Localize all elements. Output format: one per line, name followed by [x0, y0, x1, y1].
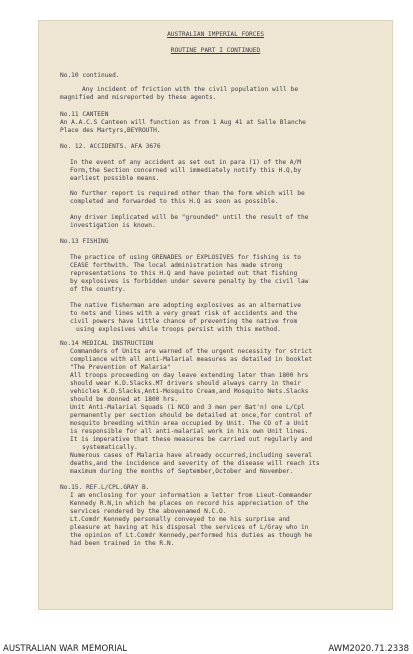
text-line: civil powers have little chance of preventing the native from: [70, 318, 298, 325]
text-line: The native fisherman are adopting explosives as an alternative: [70, 302, 301, 309]
text-line: "The Prevention of Malaria": [70, 364, 171, 371]
text-line: should wear K.D.Slacks.MT drivers should always carry in their: [70, 380, 301, 387]
text-line: It is imperative that these measures be carried out regularly and: [70, 436, 313, 443]
text-line: compliance with all anti-Malarial measures as detailed in booklet: [70, 356, 313, 363]
text-line: services rendered by the abovenamed N.C.O.: [70, 508, 227, 515]
text-line: maximum during the months of September,October and November.: [70, 468, 294, 475]
text-line: Commanders of Units are warned of the urgent necessity for strict: [70, 348, 313, 355]
section-header: No.11 CANTEEN: [60, 111, 109, 118]
document-subheading: ROUTINE PART I CONTINUED: [170, 47, 261, 54]
text-line: systematically.: [82, 444, 138, 451]
text-line: Form,the Section concerned will immediately notify this H.Q,by: [70, 167, 301, 174]
section-header: No.14 MEDICAL INSTRUCTION: [60, 340, 154, 347]
text-line: Place des Martyrs,BEYROUTH.: [60, 127, 161, 134]
text-line: pleasure at having at his disposal the services of L/Gray who in: [70, 524, 309, 531]
text-line: using explosives while troops persist with this method.: [76, 326, 281, 333]
text-line: deaths,and the incidence and severity of the disease will reach its: [70, 460, 320, 467]
text-line: An A.A.C.S Canteen will function as from 1 Aug 41 at Salle Blanche: [60, 119, 306, 126]
text-line: In the event of any accident as set out in para (1) of the A/M: [70, 159, 301, 166]
text-line: All troops proceeding on day leave extending later than 1800 hrs: [70, 372, 309, 379]
text-line: by explosives is forbidden under severe penalty by the civil law: [70, 278, 309, 285]
text-line: I am enclosing for your information a letter from Lieut-Commander: [70, 492, 313, 499]
text-line: earliest possible means.: [70, 175, 160, 182]
text-line: the opinion of Lt.Comdr Kennedy,performed his duties as though he: [70, 532, 313, 539]
text-line: investigation is known.: [70, 222, 156, 229]
text-line: Any driver implicated will be "grounded" until the result of the: [70, 214, 309, 221]
text-line: Unit Anti-Malarial Squads (1 NCO and 3 men per Bat'n) one L/Cpl: [70, 404, 305, 411]
section-header: No. 12. ACCIDENTS. AFA 3676: [60, 143, 161, 150]
text-line: completed and forwarded to this H.Q as soon as possible.: [70, 198, 279, 205]
section-header: No.15. REF.L/CPL.GRAY B.: [60, 484, 150, 491]
text-line: of the country.: [70, 286, 126, 293]
text-line: magnified and misreported by these agents.: [60, 94, 217, 101]
text-line: Lt.Comdr Kennedy personally conveyed to me his surprise and: [70, 516, 290, 523]
footer-bar: [0, 612, 413, 653]
footer-institution: AUSTRALIAN WAR MEMORIAL: [3, 644, 128, 654]
text-line: CEASE forthwith. The local administration has made strong: [70, 262, 283, 269]
text-line: had been trained in the R.N.: [70, 540, 175, 547]
text-line: No further report is required other than the form which will be: [70, 190, 305, 197]
document-page: [38, 20, 393, 610]
text-line: is responsible for all anti-malarial work in his own Unit lines.: [70, 428, 309, 435]
text-line: permanently per section should be detailed at once,for control of: [70, 412, 313, 419]
section-header: No.10 continued.: [60, 72, 120, 79]
text-line: The practice of using GRENADES or EXPLOSIVES for fishing is to: [70, 254, 301, 261]
text-line: representations to this H.Q and have pointed out that fishing: [70, 270, 298, 277]
section-header: No.13 FISHING: [60, 238, 109, 245]
document-heading: AUSTRALIAN IMPERIAL FORCES: [167, 31, 264, 38]
text-line: to nets and lines with a very great risk of accidents and the: [70, 310, 298, 317]
text-line: Numerous cases of Malaria have already occurred,including several: [70, 452, 313, 459]
text-line: should be donned at 1800 hrs.: [70, 396, 179, 403]
text-line: Kennedy R.N,in which he places on record his appreciation of the: [70, 500, 309, 507]
text-line: Any incident of friction with the civil population will be: [82, 86, 299, 93]
text-line: vehicles K.D.Slacks,Anti-Mosquito Cream,and Mosquito Nets.Slacks: [70, 388, 309, 395]
footer-accession-number: AWM2020.71.2338: [328, 644, 409, 654]
text-line: mosquito breeding within area occupied by Unit. The CO of a Unit: [70, 420, 309, 427]
